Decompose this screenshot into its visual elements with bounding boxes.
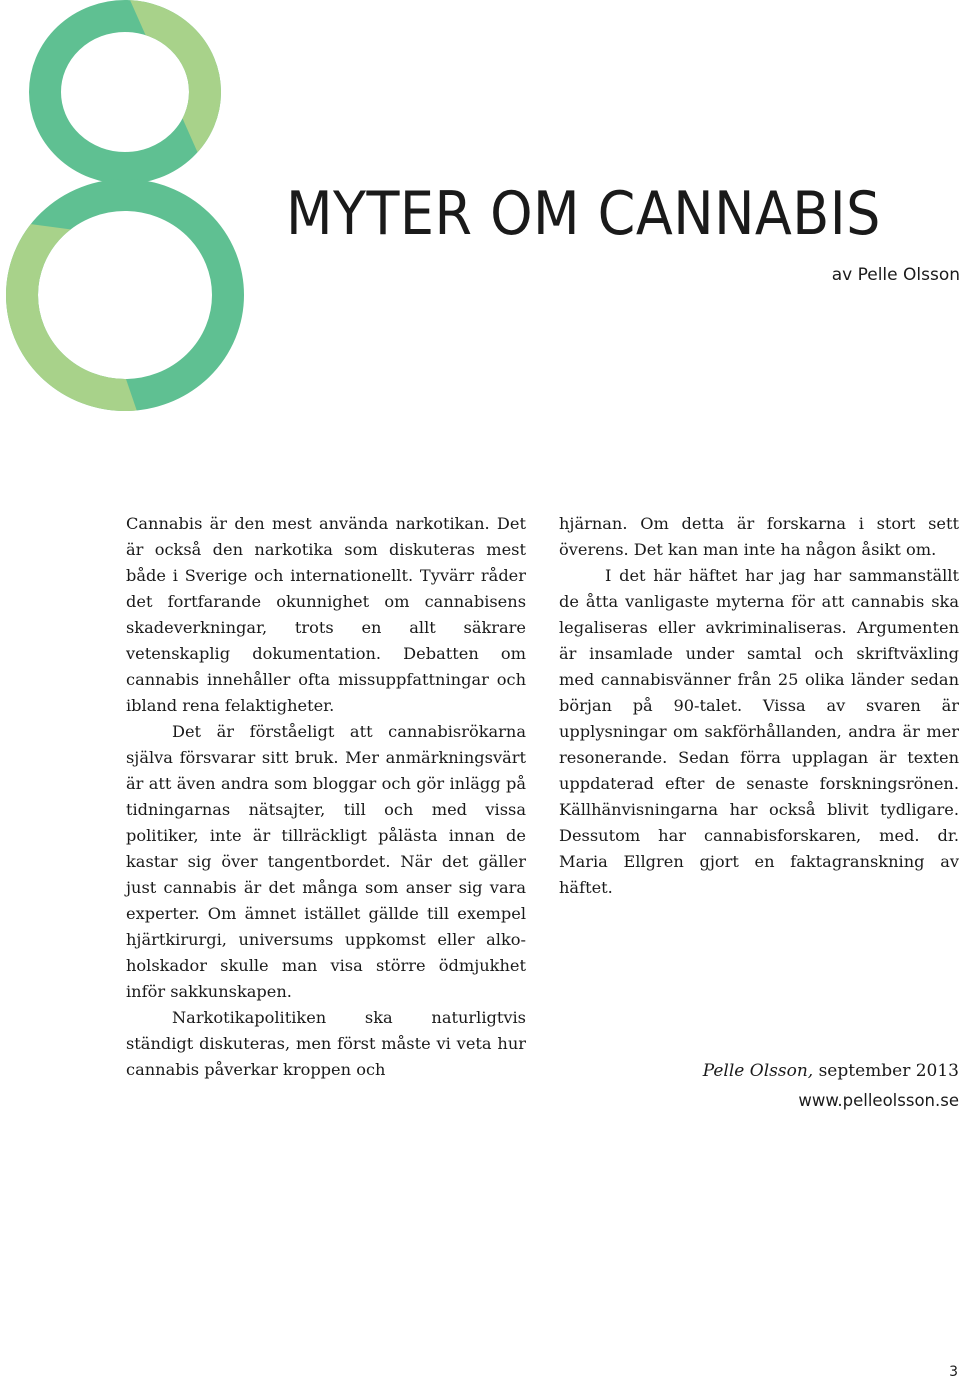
signature-date: september 2013 bbox=[813, 1061, 959, 1081]
page-number: 3 bbox=[949, 1364, 958, 1380]
text-column-left bbox=[126, 511, 526, 1083]
paragraph: Narkotikapolitiken ska naturligtvis ständigt diskuteras, men först måste vi veta hur cannabis påverkar kroppen och bbox=[126, 1008, 526, 1079]
document-title: MYTER OM CANNABIS bbox=[286, 179, 881, 249]
paragraph: Det är förståeligt att cannabisrökarna själva försvarar sitt bruk. Mer anmärkningsvärt är att även andra som bloggar och gör inlägg på tidningarnas nätsajter, till och med vissa politiker, inte är tillräckligt pålästa innan de kastar sig över tangentbordet. När det gäller just cannabis är det många som anser sig vara experter. Om ämnet istället gällde till exempel hjärtkirurgi, universums uppkomst eller alkoholskador skulle man visa större ödmjukhet inför sakkunskapen. bbox=[126, 722, 526, 1001]
paragraph: hjärnan. Om detta är forskarna i stort sett överens. Det kan man inte ha någon åsikt om. bbox=[559, 514, 959, 559]
number-eight-logo bbox=[0, 0, 250, 420]
website-link[interactable]: www.pelleolsson.se bbox=[798, 1091, 959, 1110]
paragraph: I det här häftet har jag har sammanställt de åtta vanligaste myterna för att cannabis ska legaliseras eller avkriminaliseras. Argumenten är insamlade under samtal och skriftväxling med cannabisvänner från 25 olika länder sedan början på 90-talet. Vissa av svaren är upplysningar om sakförhållanden, andra är mer resonerande. Sedan förra upplagan är texten uppdaterad efter de senaste forskningsrönen. Källhänvisningarna har också blivit tydligare. Dessutom har cannabisforskaren, med. dr. Maria Ellgren gjort en faktagranskning av häftet. bbox=[559, 566, 959, 897]
author-byline: av Pelle Olsson bbox=[831, 265, 960, 285]
signature bbox=[703, 1058, 959, 1084]
paragraph: Cannabis är den mest använda narkotikan. Det är också den narkotika som diskuteras mest både i Sverige och internationellt. Tyvärr råder det fortfarande okunnighet om cannabisens skadeverkningar, trots en allt säkrare vetenskaplig dokumentation. Debatten om cannabis innehåller ofta missuppfattningar och ibland rena felaktigheter. bbox=[126, 514, 526, 715]
signature-name: Pelle Olsson, bbox=[702, 1061, 814, 1081]
text-column-right bbox=[559, 511, 959, 901]
